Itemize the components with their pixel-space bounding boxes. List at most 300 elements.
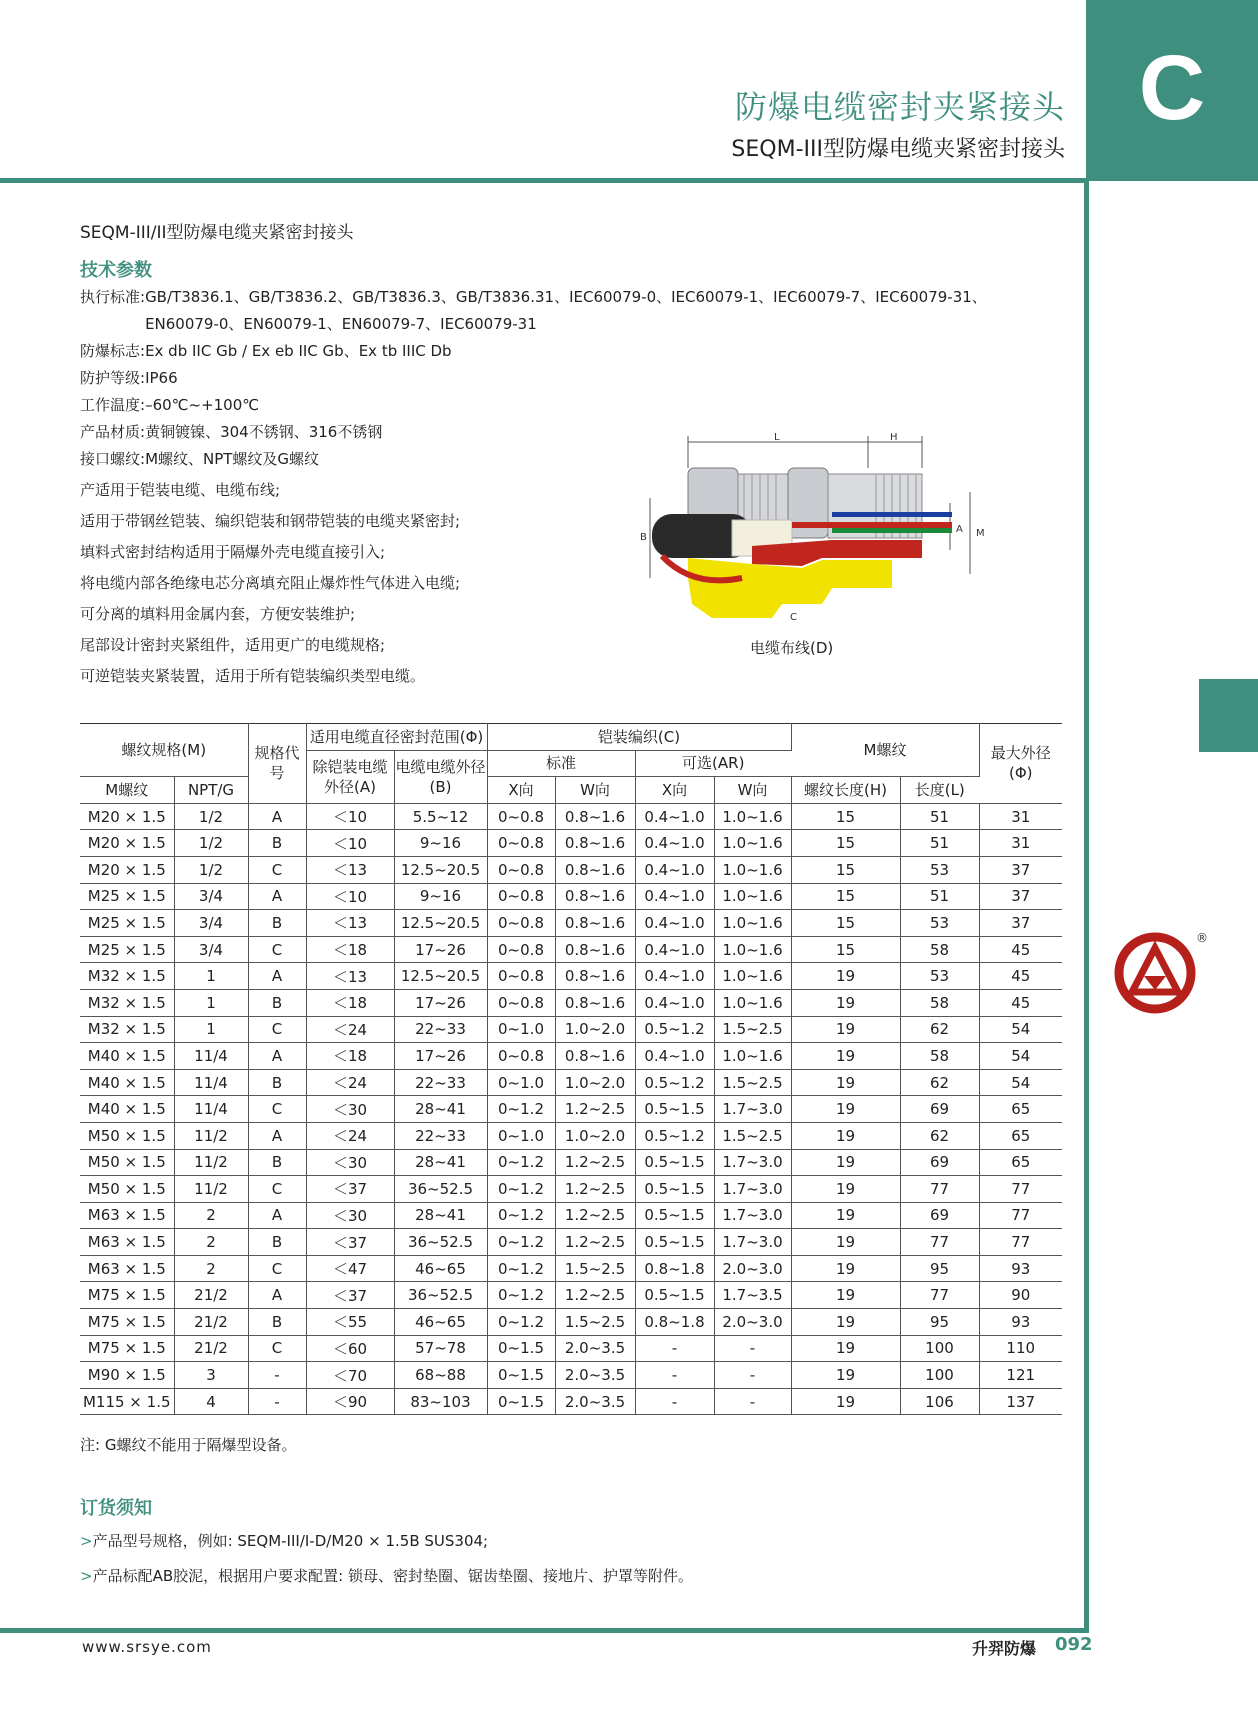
table-cell: 0.8~1.6 — [555, 883, 635, 910]
table-cell: 19 — [791, 1202, 900, 1229]
table-cell: 19 — [791, 1362, 900, 1389]
table-row — [80, 963, 1062, 990]
table-row — [80, 1362, 1062, 1389]
table-cell: ＜24 — [306, 1016, 394, 1043]
feature-list — [80, 475, 460, 692]
table-cell: ＜37 — [306, 1229, 394, 1256]
table-cell: 1 — [174, 1016, 248, 1043]
table-cell: 45 — [979, 936, 1062, 963]
table-cell: - — [248, 1388, 306, 1415]
table-cell: 1.0~1.6 — [714, 830, 791, 857]
table-cell: 1.7~3.0 — [714, 1229, 791, 1256]
table-cell: 31 — [979, 830, 1062, 857]
table-cell: 90 — [979, 1282, 1062, 1309]
table-cell: 0.8~1.6 — [555, 936, 635, 963]
table-cell: 0~1.5 — [487, 1388, 555, 1415]
table-cell: A — [248, 883, 306, 910]
table-cell: 15 — [791, 910, 900, 937]
table-cell: ＜18 — [306, 1043, 394, 1070]
table-cell: 21/2 — [174, 1335, 248, 1362]
table-cell: 11/4 — [174, 1043, 248, 1070]
table-cell: 21/2 — [174, 1282, 248, 1309]
table-cell: 77 — [979, 1229, 1062, 1256]
table-cell: 37 — [979, 856, 1062, 883]
table-row — [80, 1096, 1062, 1123]
table-cell: M32 × 1.5 — [80, 989, 174, 1016]
feature-item: 适用于带钢丝铠装、编织铠装和钢带铠装的电缆夹紧密封; — [80, 512, 461, 530]
table-cell: 0.5~1.5 — [635, 1096, 714, 1123]
table-row — [80, 1255, 1062, 1282]
table-cell: 0.5~1.2 — [635, 1122, 714, 1149]
table-cell: ＜13 — [306, 910, 394, 937]
table-cell: 1 — [174, 963, 248, 990]
company-logo — [1110, 928, 1210, 1018]
table-cell: 12.5~20.5 — [394, 856, 487, 883]
table-cell: ＜24 — [306, 1122, 394, 1149]
table-cell: 58 — [900, 1043, 979, 1070]
feature-item: 产适用于铠装电缆、电缆布线; — [80, 481, 281, 499]
th-m: M螺纹 — [80, 777, 174, 804]
table-row — [80, 1388, 1062, 1415]
table-cell: 0.4~1.0 — [635, 830, 714, 857]
table-cell: A — [248, 1122, 306, 1149]
table-cell: 95 — [900, 1309, 979, 1336]
order-heading: 订货须知 — [80, 1498, 152, 1519]
table-cell: C — [248, 856, 306, 883]
table-cell: - — [635, 1335, 714, 1362]
table-cell: M40 × 1.5 — [80, 1096, 174, 1123]
table-cell: 1.0~2.0 — [555, 1069, 635, 1096]
table-cell: 51 — [900, 830, 979, 857]
table-cell: 2.0~3.0 — [714, 1309, 791, 1336]
registered-mark: ® — [1196, 931, 1208, 945]
table-cell: B — [248, 1309, 306, 1336]
table-cell: 11/4 — [174, 1069, 248, 1096]
table-cell: 0.5~1.2 — [635, 1069, 714, 1096]
spec-item: 产品材质: 黄铜镀镍、304不锈钢、316不锈钢 — [80, 423, 383, 441]
table-cell: 36~52.5 — [394, 1176, 487, 1203]
table-cell: M20 × 1.5 — [80, 803, 174, 830]
table-cell: 36~52.5 — [394, 1229, 487, 1256]
order-item: >产品型号规格，例如: SEQM-III/I-D/M20 × 1.5B SUS304; — [80, 1532, 489, 1550]
table-cell: 9~16 — [394, 883, 487, 910]
table-cell: 1.2~2.5 — [555, 1149, 635, 1176]
table-cell: 0.8~1.6 — [555, 856, 635, 883]
table-cell: 54 — [979, 1043, 1062, 1070]
table-cell: 0.8~1.6 — [555, 989, 635, 1016]
table-cell: C — [248, 1176, 306, 1203]
table-row — [80, 1069, 1062, 1096]
table-cell: 15 — [791, 856, 900, 883]
table-cell: 0~0.8 — [487, 989, 555, 1016]
header-rule — [0, 178, 1088, 183]
tech-heading: 技术参数 — [80, 260, 152, 281]
table-cell: M25 × 1.5 — [80, 883, 174, 910]
table-row — [80, 1016, 1062, 1043]
table-cell: 17~26 — [394, 936, 487, 963]
th-code: 规格代号 — [248, 724, 306, 804]
table-cell: M63 × 1.5 — [80, 1229, 174, 1256]
table-cell: 62 — [900, 1016, 979, 1043]
section-title: SEQM-III/II型防爆电缆夹紧密封接头 — [80, 223, 354, 243]
table-row — [80, 883, 1062, 910]
th-x-std: X向 — [487, 777, 555, 804]
table-cell: 31 — [979, 803, 1062, 830]
table-cell: 19 — [791, 1069, 900, 1096]
table-cell: 65 — [979, 1096, 1062, 1123]
table-cell: 15 — [791, 883, 900, 910]
table-cell: 28~41 — [394, 1149, 487, 1176]
order-list — [80, 1524, 693, 1594]
table-cell: A — [248, 963, 306, 990]
table-cell: 69 — [900, 1149, 979, 1176]
diagram-caption: 电缆布线(D) — [750, 639, 834, 657]
table-cell: 0.5~1.5 — [635, 1282, 714, 1309]
table-cell: 19 — [791, 1149, 900, 1176]
table-cell: ＜37 — [306, 1176, 394, 1203]
table-cell: 0~1.0 — [487, 1069, 555, 1096]
table-cell: 1.0~1.6 — [714, 883, 791, 910]
table-cell: ＜18 — [306, 989, 394, 1016]
th-thread-spec: 螺纹规格(M) — [80, 724, 248, 777]
table-cell: 17~26 — [394, 989, 487, 1016]
table-cell: M25 × 1.5 — [80, 910, 174, 937]
th-npt: NPT/G — [174, 777, 248, 804]
table-cell: 0~1.2 — [487, 1255, 555, 1282]
table-cell: 54 — [979, 1016, 1062, 1043]
table-cell: 0.5~1.5 — [635, 1202, 714, 1229]
table-cell: 19 — [791, 1229, 900, 1256]
table-cell: 1.5~2.5 — [555, 1309, 635, 1336]
table-cell: 0.8~1.6 — [555, 830, 635, 857]
table-cell: 37 — [979, 883, 1062, 910]
table-cell: M20 × 1.5 — [80, 830, 174, 857]
table-cell: 19 — [791, 989, 900, 1016]
table-cell: ＜13 — [306, 963, 394, 990]
spec-item: 执行标准: GB/T3836.1、GB/T3836.2、GB/T3836.3、GB/T3836.31、IEC60079-0、IEC60079-1、IEC60079-7、IEC60079-31、EN60079-0、EN60079-1、EN60079-7、IEC60079-31 — [80, 288, 987, 333]
th-x-opt: X向 — [635, 777, 714, 804]
table-cell: 4 — [174, 1388, 248, 1415]
table-cell: 2.0~3.5 — [555, 1335, 635, 1362]
table-cell: 53 — [900, 963, 979, 990]
table-cell: 1.2~2.5 — [555, 1176, 635, 1203]
table-cell: 0~1.2 — [487, 1282, 555, 1309]
table-cell: 19 — [791, 1176, 900, 1203]
feature-item: 将电缆内部各绝缘电芯分离填充阻止爆炸性气体进入电缆; — [80, 574, 461, 592]
table-cell: 22~33 — [394, 1016, 487, 1043]
dim-label-h: H — [890, 432, 898, 443]
table-cell: 0.4~1.0 — [635, 963, 714, 990]
table-cell: 3/4 — [174, 936, 248, 963]
table-cell: 51 — [900, 883, 979, 910]
table-cell: 0~1.2 — [487, 1176, 555, 1203]
table-cell: 5.5~12 — [394, 803, 487, 830]
table-cell: 1.0~1.6 — [714, 1043, 791, 1070]
table-cell: - — [714, 1388, 791, 1415]
table-cell: M40 × 1.5 — [80, 1043, 174, 1070]
table-cell: 0.5~1.5 — [635, 1229, 714, 1256]
table-cell: 22~33 — [394, 1122, 487, 1149]
th-standard: 标准 — [487, 750, 635, 777]
table-cell: 19 — [791, 1335, 900, 1362]
table-cell: 1.2~2.5 — [555, 1229, 635, 1256]
table-cell: ＜10 — [306, 883, 394, 910]
spec-item: 防护等级: IP66 — [80, 369, 178, 387]
table-cell: 15 — [791, 936, 900, 963]
table-cell: B — [248, 830, 306, 857]
table-cell: C — [248, 1016, 306, 1043]
th-armor: 铠装编织(C) — [487, 724, 791, 751]
table-cell: 0.5~1.5 — [635, 1176, 714, 1203]
table-cell: 68~88 — [394, 1362, 487, 1389]
table-cell: 1.0~1.6 — [714, 989, 791, 1016]
table-cell: 1.0~1.6 — [714, 856, 791, 883]
table-cell: ＜24 — [306, 1069, 394, 1096]
table-cell: 2 — [174, 1255, 248, 1282]
table-cell: 1.2~2.5 — [555, 1096, 635, 1123]
table-cell: 54 — [979, 1069, 1062, 1096]
table-cell: 65 — [979, 1149, 1062, 1176]
table-cell: M50 × 1.5 — [80, 1176, 174, 1203]
section-letter: C — [1138, 37, 1206, 139]
table-cell: 9~16 — [394, 830, 487, 857]
table-cell: M75 × 1.5 — [80, 1309, 174, 1336]
table-cell: 1.0~1.6 — [714, 936, 791, 963]
table-row — [80, 1309, 1062, 1336]
table-cell: 15 — [791, 803, 900, 830]
th-seal-range: 适用电缆直径密封范围(Φ) — [306, 724, 487, 751]
table-cell: ＜37 — [306, 1282, 394, 1309]
feature-item: 尾部设计密封夹紧组件，适用更广的电缆规格; — [80, 636, 386, 654]
table-note: 注: G螺纹不能用于隔爆型设备。 — [80, 1436, 297, 1454]
th-thread-length: 螺纹长度(H) — [791, 777, 900, 804]
table-cell: 62 — [900, 1122, 979, 1149]
table-cell: 2.0~3.5 — [555, 1388, 635, 1415]
table-cell: 2 — [174, 1202, 248, 1229]
dim-label-c: C — [790, 612, 797, 623]
table-cell: 100 — [900, 1362, 979, 1389]
dim-label-m: M — [976, 528, 985, 539]
table-cell: ＜90 — [306, 1388, 394, 1415]
table-cell: ＜70 — [306, 1362, 394, 1389]
table-row — [80, 1043, 1062, 1070]
table-cell: 58 — [900, 936, 979, 963]
table-cell: 1.7~3.0 — [714, 1202, 791, 1229]
table-cell: 58 — [900, 989, 979, 1016]
table-cell: 46~65 — [394, 1309, 487, 1336]
table-cell: 0~0.8 — [487, 856, 555, 883]
page-number: 092 — [1055, 1634, 1093, 1655]
table-cell: B — [248, 989, 306, 1016]
table-cell: 95 — [900, 1255, 979, 1282]
table-cell: 77 — [979, 1202, 1062, 1229]
th-max-od: 最大外径(Φ) — [979, 724, 1062, 804]
th-optional: 可选(AR) — [635, 750, 791, 777]
table-cell: 0~0.8 — [487, 1043, 555, 1070]
table-row — [80, 936, 1062, 963]
table-row — [80, 1202, 1062, 1229]
table-cell: 83~103 — [394, 1388, 487, 1415]
order-item: >产品标配AB胶泥，根据用户要求配置: 锁母、密封垫圈、锯齿垫圈、接地片、护罩等附件。 — [80, 1567, 693, 1585]
table-cell: 0~0.8 — [487, 883, 555, 910]
footer-brand: 升羿防爆 — [972, 1639, 1037, 1658]
dim-label-l: L — [774, 432, 780, 443]
table-cell: 0~0.8 — [487, 830, 555, 857]
th-inner-dia: 除铠装电缆外径(A) — [306, 750, 394, 803]
table-cell: - — [635, 1388, 714, 1415]
table-cell: C — [248, 1255, 306, 1282]
table-cell: 3/4 — [174, 883, 248, 910]
table-cell: 106 — [900, 1388, 979, 1415]
table-cell: 0.8~1.8 — [635, 1255, 714, 1282]
table-cell: 57~78 — [394, 1335, 487, 1362]
table-row — [80, 856, 1062, 883]
table-cell: 19 — [791, 1282, 900, 1309]
table-cell: M50 × 1.5 — [80, 1149, 174, 1176]
table-cell: 1.0~1.6 — [714, 910, 791, 937]
table-cell: 53 — [900, 910, 979, 937]
table-cell: 1.7~3.0 — [714, 1176, 791, 1203]
table-cell: ＜10 — [306, 803, 394, 830]
table-cell: C — [248, 1335, 306, 1362]
table-cell: 0.4~1.0 — [635, 856, 714, 883]
table-cell: 1.0~1.6 — [714, 803, 791, 830]
table-row — [80, 1229, 1062, 1256]
table-cell: 1.2~2.5 — [555, 1282, 635, 1309]
table-cell: 12.5~20.5 — [394, 963, 487, 990]
table-cell: B — [248, 910, 306, 937]
table-cell: 46~65 — [394, 1255, 487, 1282]
table-cell: ＜55 — [306, 1309, 394, 1336]
table-cell: ＜30 — [306, 1096, 394, 1123]
table-cell: 0.4~1.0 — [635, 803, 714, 830]
table-cell: 19 — [791, 1016, 900, 1043]
table-row — [80, 1176, 1062, 1203]
table-cell: 11/2 — [174, 1176, 248, 1203]
table-cell: 3/4 — [174, 910, 248, 937]
table-cell: B — [248, 1069, 306, 1096]
table-cell: 69 — [900, 1202, 979, 1229]
table-cell: 19 — [791, 1388, 900, 1415]
table-cell: 0~0.8 — [487, 963, 555, 990]
table-cell: - — [635, 1362, 714, 1389]
table-cell: 2.0~3.0 — [714, 1255, 791, 1282]
table-cell: 1.7~3.0 — [714, 1149, 791, 1176]
dim-label-b: B — [640, 532, 647, 543]
table-cell: 17~26 — [394, 1043, 487, 1070]
table-cell: 21/2 — [174, 1309, 248, 1336]
table-cell: M20 × 1.5 — [80, 856, 174, 883]
table-cell: 1/2 — [174, 803, 248, 830]
table-cell: 137 — [979, 1388, 1062, 1415]
table-cell: 110 — [979, 1335, 1062, 1362]
table-cell: 51 — [900, 803, 979, 830]
table-cell: 77 — [900, 1282, 979, 1309]
table-cell: A — [248, 1043, 306, 1070]
table-cell: - — [714, 1335, 791, 1362]
table-cell: 11/4 — [174, 1096, 248, 1123]
table-cell: 28~41 — [394, 1096, 487, 1123]
table-cell: 0.4~1.0 — [635, 989, 714, 1016]
table-cell: 0.8~1.6 — [555, 963, 635, 990]
dim-label-a: A — [956, 524, 963, 535]
table-cell: 0~1.0 — [487, 1016, 555, 1043]
footer-rule — [0, 1628, 1089, 1633]
table-cell: 93 — [979, 1255, 1062, 1282]
table-cell: 1.5~2.5 — [714, 1016, 791, 1043]
table-cell: 0~1.2 — [487, 1096, 555, 1123]
table-cell: 65 — [979, 1122, 1062, 1149]
table-cell: 62 — [900, 1069, 979, 1096]
table-cell: ＜10 — [306, 830, 394, 857]
table-cell: 0~1.5 — [487, 1362, 555, 1389]
feature-item: 可逆铠装夹紧装置，适用于所有铠装编织类型电缆。 — [80, 667, 426, 685]
side-index-tab — [1199, 679, 1258, 752]
spec-item: 防爆标志: Ex db IIC Gb / Ex eb IIC Gb、Ex tb IIIC Db — [80, 342, 452, 360]
feature-item: 填料式密封结构适用于隔爆外壳电缆直接引入; — [80, 543, 386, 561]
table-cell: ＜30 — [306, 1202, 394, 1229]
table-cell: 19 — [791, 963, 900, 990]
table-cell: M50 × 1.5 — [80, 1122, 174, 1149]
table-cell: 1 — [174, 989, 248, 1016]
table-row — [80, 1122, 1062, 1149]
table-cell: 0.4~1.0 — [635, 936, 714, 963]
table-row — [80, 989, 1062, 1016]
page-title: 防爆电缆密封夹紧接头 — [734, 88, 1065, 126]
table-row — [80, 1149, 1062, 1176]
table-cell: 0~1.2 — [487, 1149, 555, 1176]
table-cell: 0~0.8 — [487, 910, 555, 937]
table-cell: ＜13 — [306, 856, 394, 883]
table-cell: A — [248, 1202, 306, 1229]
th-outer-dia: 电缆电缆外径(B) — [394, 750, 487, 803]
table-row — [80, 830, 1062, 857]
table-cell: 0.5~1.5 — [635, 1149, 714, 1176]
table-cell: M25 × 1.5 — [80, 936, 174, 963]
table-cell: A — [248, 803, 306, 830]
table-cell: 22~33 — [394, 1069, 487, 1096]
table-cell: 0~1.5 — [487, 1335, 555, 1362]
table-cell: 0.5~1.2 — [635, 1016, 714, 1043]
table-row — [80, 910, 1062, 937]
table-cell: 1/2 — [174, 856, 248, 883]
table-cell: 45 — [979, 989, 1062, 1016]
table-cell: ＜18 — [306, 936, 394, 963]
table-cell: M75 × 1.5 — [80, 1335, 174, 1362]
table-cell: C — [248, 1096, 306, 1123]
th-mthread: M螺纹 — [791, 724, 979, 777]
table-cell: 69 — [900, 1096, 979, 1123]
table-cell: C — [248, 936, 306, 963]
table-cell: 0.8~1.8 — [635, 1309, 714, 1336]
table-cell: 45 — [979, 963, 1062, 990]
table-cell: 1/2 — [174, 830, 248, 857]
spec-item: 工作温度: –60℃~+100℃ — [80, 396, 260, 414]
table-cell: 11/2 — [174, 1149, 248, 1176]
table-cell: 1.0~1.6 — [714, 963, 791, 990]
feature-item: 可分离的填料用金属内套，方便安装维护; — [80, 605, 356, 623]
table-cell: 19 — [791, 1043, 900, 1070]
cable-gland-diagram — [632, 428, 992, 648]
table-cell: 77 — [979, 1176, 1062, 1203]
table-cell: 11/2 — [174, 1122, 248, 1149]
table-cell: ＜60 — [306, 1335, 394, 1362]
table-cell: 0~1.0 — [487, 1122, 555, 1149]
table-cell: 12.5~20.5 — [394, 910, 487, 937]
table-cell: B — [248, 1149, 306, 1176]
table-cell: 1.5~2.5 — [714, 1069, 791, 1096]
table-cell: 0.4~1.0 — [635, 883, 714, 910]
